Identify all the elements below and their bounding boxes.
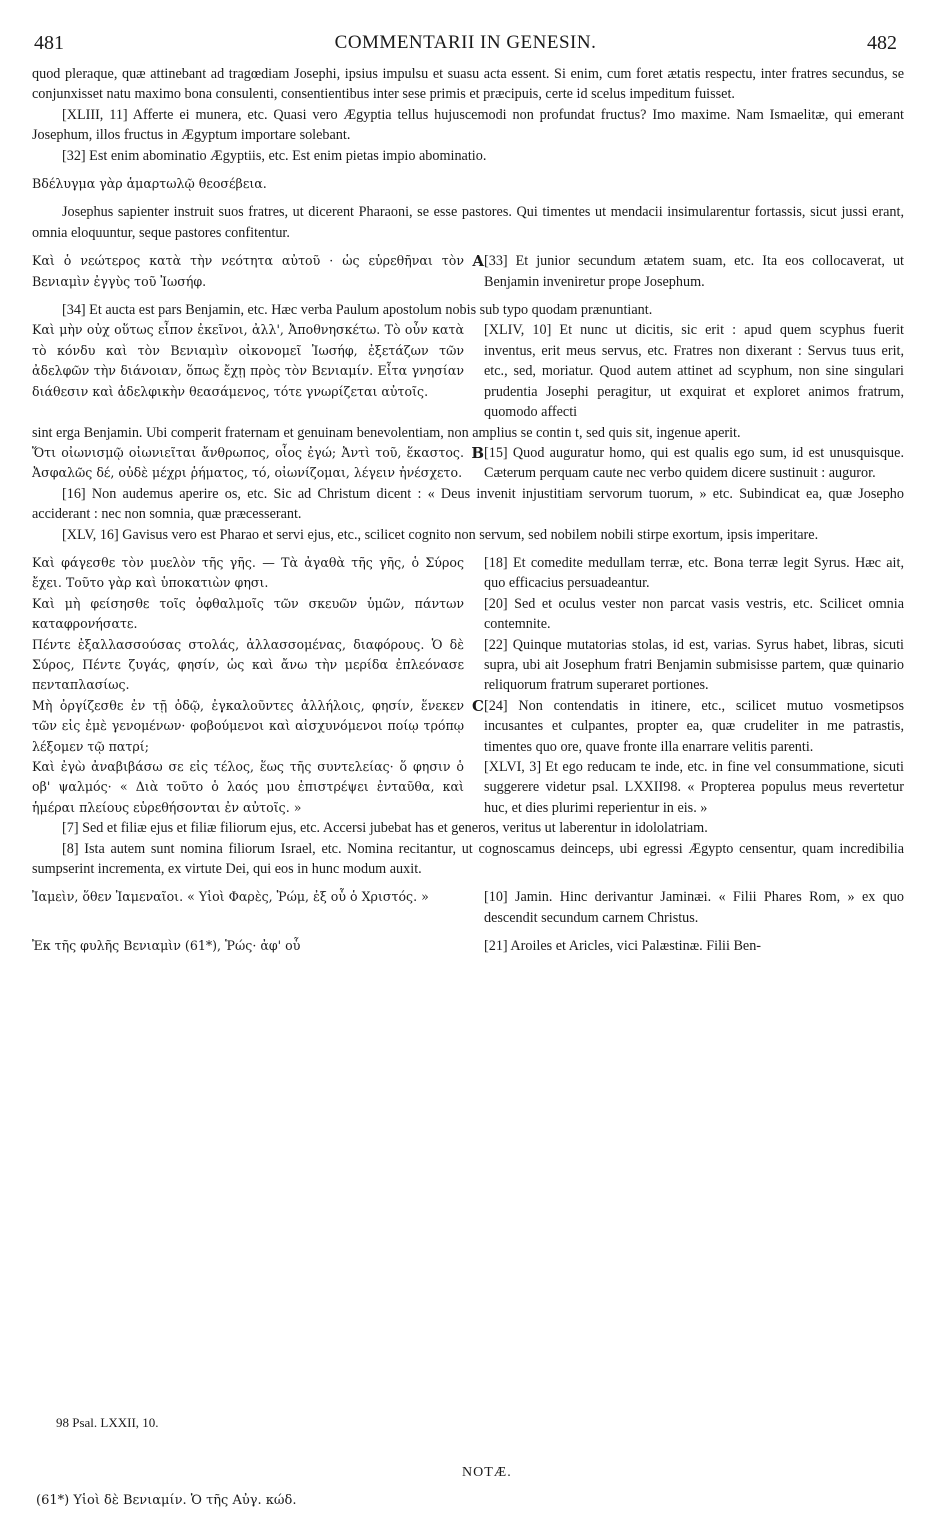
paragraph: [XLV, 16] Gavisus vero est Pharao et servi ejus, etc., scilicet cognito non servum, sed nobilem nobili stirpe exortum, ipsis imperitare. [62, 526, 819, 543]
margin-letter: B [471, 443, 484, 462]
paragraph: sint erga Benjamin. Ubi comperit fraternam et genuinam benevolentiam, non amplius se contin t, sed quis sit, ingenue aperit. [32, 424, 741, 441]
margin-letter: C [472, 696, 484, 715]
spacer [32, 545, 904, 553]
paragraph: [16] Non audemus aperire os, etc. Sic ad Christum dicent : « Deus invenit injustitiam servorum tuorum, » etc. Subindicat ea, quæ Josepho acciderant : nec non somnia, quæ præcesserant. [32, 485, 904, 523]
spacer [32, 879, 904, 887]
greek-column: Ἐκ τῆς φυλῆς Βενιαμὶν (61*), Ῥώς· ἀφ' οὗ [32, 938, 301, 954]
parallel-row [32, 887, 904, 928]
paragraph: quod pleraque, quæ attinebant ad tragœdiam Josephi, ipsius impulsu et suasu acta essent. Si enim, cum foret ætatis respectu, inter fratres secundus, se conjunxisset natu maximo bona consulenti, consentientibus inter sese primis et præcipuis, certe id scelus impeditum fuisset. [32, 66, 904, 103]
spacer [32, 292, 904, 300]
greek-quote: Βδέλυγμα γὰρ ἁμαρτωλῷ θεοσέβεια. [32, 176, 267, 192]
latin-column: [XLVI, 3] Et ego reducam te inde, etc. in fine vel consummatione, sicuti suggerere videtur psal. LXXII98. « Propterea populus meus revertetur huc, et dies plurimi reperientur in eis. » [484, 759, 904, 816]
main-text [32, 64, 904, 957]
paragraph: [XLIII, 11] Afferte ei munera, etc. Quasi vero Ægyptia tellus hujuscemodi non profundat fructus? Imo maxime. Nam Ismaelitæ, qui emerant Josephum, illos fructus in Ægyptum importare solebant. [32, 106, 904, 144]
paragraph: [34] Et aucta est pars Benjamin, etc. Hæc verba Paulum apostolum nobis sub typo quodam prænuntiant. [62, 302, 653, 319]
spacer [32, 243, 904, 251]
greek-text: Καὶ ὁ νεώτερος κατὰ τὴν νεότητα αὐτοῦ · ὡς εὑρεθῆναι τὸν Βενιαμὶν ἐγγὺς τοῦ Ἰωσήφ. [32, 253, 464, 289]
parallel-row [32, 936, 904, 956]
page-number-left: 481 [34, 32, 64, 54]
latin-column: [20] Sed et oculus vester non parcat vasis vestris, etc. Scilicet omnia contemnite. [484, 595, 904, 633]
greek-column: Ἰαμεὶν, ὅθεν Ἰαμεναῖοι. « Υἱοὶ Φαρὲς, Ῥώμ, ἐξ οὗ ὁ Χριστός. » [32, 889, 429, 905]
greek-column: Καὶ ἐγὼ ἀναβιβάσω σε εἰς τέλος, ἕως τῆς συντελείας· ὅ φησιν ὁ οβ' ψαλμός· « Διὰ τοῦτο ὁ λαός μου ἐπιστρέψει ἐνταῦθα, καὶ ἡμέραι πλείους εὑρεθήσονται ἐν αὐτοῖς. » [32, 759, 464, 815]
greek-column [32, 251, 484, 292]
spacer [32, 928, 904, 936]
greek-column: Καὶ μὴ φείσησθε τοῖς ὀφθαλμοῖς τῶν σκευῶν ὑμῶν, πάντων καταφρονήσατε. [32, 595, 464, 632]
greek-column [32, 443, 484, 484]
latin-column: [24] Non contendatis in itinere, etc., scilicet mutuo vosmetipsos incusantes et culpantes, propter ea, quæ crudeliter in me patrastis, timentes quo ore, quave fronte illa enarrare velitis parenti. [484, 697, 904, 755]
parallel-row [32, 594, 904, 635]
parallel-row [32, 635, 904, 696]
greek-column [32, 696, 484, 757]
latin-column: [15] Quod auguratur homo, qui est qualis ego sum, id est unusquisque. Cæterum perquam caute nec verbo quidem dicere sustinuit : auguror. [484, 444, 904, 482]
paragraph: [8] Ista autem sunt nomina filiorum Israel, etc. Nomina recitantur, ut cognoscamus deinceps, ubi egressi Ægypto censentur, quam incredibilia sumpserint incrementa, ex virtute Dei, qui eos in hunc modum auxit. [32, 840, 904, 878]
paragraph: [32] Est enim abominatio Ægyptiis, etc. Est enim pietas impio abominatio. [62, 147, 487, 164]
latin-column: [18] Et comedite medullam terræ, etc. Bona terræ legit Syrus. Hæc ait, quo efficacius persuadeantur. [484, 554, 904, 592]
latin-column: [21] Aroiles et Aricles, vici Palæstinæ. Filii Ben- [484, 938, 762, 955]
latin-column: [33] Et junior secundum ætatem suam, etc. Ita eos collocaverat, ut Benjamin inveniretur prope Josephum. [484, 253, 904, 290]
parallel-row [32, 696, 904, 757]
greek-text: Μὴ ὀργίζεσθε ἐν τῇ ὁδῷ, ἐγκαλοῦντες ἀλλήλοις, φησίν, ἕνεκεν τῶν εἰς ἐμὲ γενομένων· φοβούμενοι καὶ αἰσχυνόμενοι ποίῳ τρόπῳ λέξομεν τῷ πατρί; [32, 697, 464, 754]
spacer [32, 194, 904, 202]
greek-column: Καὶ φάγεσθε τὸν μυελὸν τῆς γῆς. — Τὰ ἀγαθὰ τῆς γῆς, ὁ Σύρος ἔχει. Τοῦτο γὰρ καὶ ὑποκατιὼν φησι. [32, 554, 464, 591]
notes-heading: NOTÆ. [462, 1465, 512, 1480]
parallel-row [32, 251, 904, 292]
latin-column: [XLIV, 10] Et nunc ut dicitis, sic erit : apud quem scyphus fuerit inventus, erit meus servus, etc. Fratres non dixerant : Servus tuus erit, etc., sed, moriatur. Quod autem attinet ad scyphum, non sine singulari prudentia Josephi peragitur, ut exquirat et exploret animos fratrum, quomodo affecti [484, 322, 904, 421]
greek-text: Ὅτι οἰωνισμῷ οἰωνιεῖται ἄνθρωπος, οἷος ἐγώ; Ἀντὶ τοῦ, ἕκαστος. Ἀσφαλῶς δέ, οὐδὲ μέχρι ῥήματος, τό, οἰωνίζομαι, λέγειν ἠνέσχετο. [32, 444, 464, 481]
greek-column: Καὶ μὴν οὐχ οὕτως εἶπον ἐκεῖνοι, ἀλλ', Ἀποθνησκέτω. Τὸ οὖν κατὰ τὸ κόνδυ καὶ τὸν Βενιαμὶν οἰκονομεῖ Ἰωσήφ, ἐξετάζων τῶν ἀδελφῶν τὴν διάνοιαν, ὅπως ἔχῃ πρὸς τὸν Βενιαμίν. Εἶτα γνησίαν διάθεσιν καὶ ἀδελφικὴν θεασάμενος, τότε γνωρίζεται αὐτοῖς. [32, 322, 464, 399]
running-header [30, 30, 901, 60]
page-title: COMMENTARII IN GENESIN. [334, 32, 597, 53]
paragraph: [7] Sed et filiæ ejus et filiæ filiorum ejus, etc. Accersi jubebat has et generos, veritus ut laberentur in idololatriam. [62, 820, 708, 837]
margin-letter: A [472, 252, 484, 271]
footnote: (61*) Υἱοὶ δὲ Βενιαμίν. Ὁ τῆς Αὐγ. κώδ. [36, 1493, 297, 1508]
latin-column: [22] Quinque mutatorias stolas, id est, varias. Syrus habet, libras, sicuti supra, ubi ait Josephum fratri Benjamin submisisse partem, quæ quinario reliquorum fratrum superaret portiones. [484, 636, 904, 694]
parallel-row [32, 320, 904, 422]
paragraph: Josephus sapienter instruit suos fratres, ut dicerent Pharaoni, se esse pastores. Qui timentes ut mendacii insimularentur fortassis, sicut jussi erant, omnia eloquuntur, seque pastores confitentur. [32, 204, 904, 241]
greek-column: Πέντε ἐξαλλασσούσας στολάς, ἀλλασσομένας, διαφόρους. Ὁ δὲ Σύρος, Πέντε ζυγάς, φησίν, ὡς καὶ ἄνω τὴν μερίδα ἐπλεόνασε πενταπλασίως. [32, 636, 464, 693]
parallel-row [32, 553, 904, 594]
parallel-row [32, 443, 904, 484]
parallel-row [32, 757, 904, 818]
page-number-right: 482 [867, 32, 897, 54]
latin-column: [10] Jamin. Hinc derivantur Jaminæi. « Filii Phares Rom, » ex quo descendit secundum carnem Christus. [484, 889, 904, 926]
spacer [32, 166, 904, 174]
footnote-reference: 98 Psal. LXXII, 10. [56, 1415, 159, 1430]
